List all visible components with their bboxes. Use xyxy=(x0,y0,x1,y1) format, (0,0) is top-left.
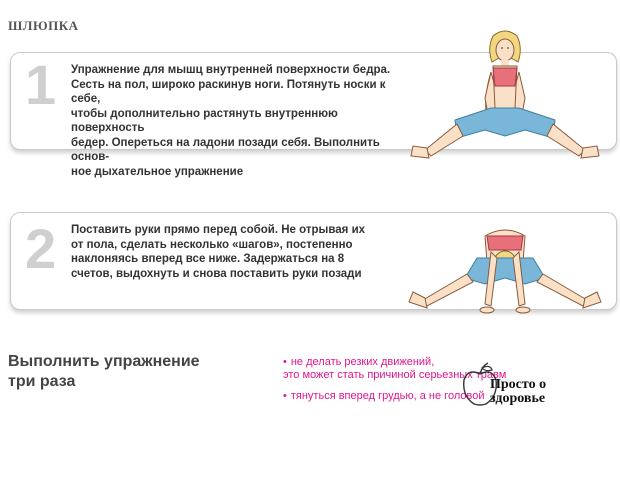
logo-line1: Просто о xyxy=(490,377,547,392)
step-2-line: от пола, сделать несколько «шагов», постепенно xyxy=(71,238,353,251)
step-description-1 xyxy=(71,63,411,179)
tip-2 xyxy=(283,390,484,403)
step-1-line: Упражнение для мышц внутренней поверхности бедра. xyxy=(71,64,391,76)
logo-text xyxy=(490,378,600,406)
bullet-icon: • xyxy=(283,356,287,368)
logo-line2: здоровье xyxy=(490,391,546,406)
page-title: ШЛЮПКА xyxy=(8,18,79,33)
step-1-line: чтобы дополнительно растянуть внутреннюю поверхность xyxy=(71,107,338,134)
step-2-line: наклоняясь вперед все ниже. Задержаться на 8 xyxy=(71,253,345,265)
repeat-note xyxy=(8,352,228,392)
exercise-figure-1 xyxy=(405,28,605,178)
step-2-line: Поставить руки прямо перед собой. Не отрывая их xyxy=(71,224,366,236)
tip-1-line1: не делать резких движений, xyxy=(290,356,435,368)
step-1-line: бедер. Опереться на ладони позади себя. Выполнить основ- xyxy=(71,136,380,163)
step-description-2 xyxy=(71,223,411,281)
step-1-line: Сесть на пол, широко раскинув ноги. Потянуть носки к себе, xyxy=(71,78,386,105)
step-2-line: счетов, выдохнуть и снова поставить руки позади xyxy=(71,267,362,280)
repeat-note-line1: Выполнить упражнение xyxy=(8,353,200,370)
tip-2-line1: тянуться вперед грудью, а не головой xyxy=(290,390,485,402)
step-number-1: 1 xyxy=(25,53,57,116)
exercise-figure-2 xyxy=(405,222,605,322)
step-1-line: ное дыхательное упражнение xyxy=(71,165,244,178)
step-number-2: 2 xyxy=(25,217,57,280)
bullet-icon: • xyxy=(283,390,287,402)
tip-1-line2: это может стать причиной серьезных травм xyxy=(283,369,507,381)
repeat-note-line2: три раза xyxy=(8,373,76,390)
